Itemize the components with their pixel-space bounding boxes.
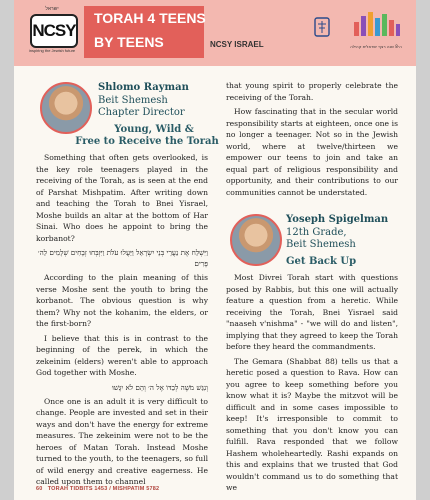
page-header [14, 0, 416, 66]
right-column-text-top [226, 80, 398, 201]
author-name-right: Yoseph Spigelman [286, 214, 389, 225]
page-footer [36, 486, 159, 492]
ncsy-logo [28, 6, 76, 58]
paragraph: Once one is an adult it is very difficult to change. People are invested and set in their ways and don't have the energy for extreme measures. The zekeinim were not to be the heroes of Matan Torah. Instead Moshe turned to the youth, to the teenagers, so full of wild energy and creative eagerness. He called upon them to channel [36, 396, 208, 486]
page-number: 60 [36, 486, 43, 492]
article-headline-left-line1: Young, Wild & [114, 124, 194, 135]
paragraph: that young spirit to properly celebrate the receiving of the Torah. [226, 81, 398, 102]
publication-name: TORAH TIDBITS 1453 [47, 486, 108, 492]
footer-separator: / [109, 486, 111, 492]
section-title-box [84, 6, 204, 58]
hebrew-verse: וְנִגַּשׁ מֹשֶׁה לְבַדּוֹ אֶל ה׳ וְהֵם לֹא יִגָּשׁוּ [111, 382, 208, 392]
author-role-right-line2: Beit Shemesh [286, 239, 356, 250]
logo-tagline: inspiring the Jewish future [28, 48, 76, 53]
magazine-page [14, 0, 416, 500]
section-title-line2: BY TEENS [94, 34, 164, 50]
author-avatar-yoseph [230, 214, 282, 266]
paragraph: The Gemara (Shabbat 88) tells us that a heretic posed a question to Rava. How can you agree to keep something before you know what it is? Maybe the mitzvot will be difficult and in some cases impossible to keep! It's irresponsible to commit to something that you don't know you can fulfill. Rava responded that we follow Hashem wholeheartedly. Rashi expands on this and explains that we trusted that God wouldn't command us to do something that we [226, 356, 398, 492]
partner-logo-text: ה-8 שנה רצף ישראלית קהילה [350, 44, 402, 49]
left-column-text [36, 152, 208, 491]
article-headline-right: Get Back Up [286, 256, 357, 267]
hebrew-verse: וַיִּשְׁלַח אֶת נַעֲרֵי בְּנֵי יִשְׂרָאֵל וַיַּעֲלוּ עֹלֹת וַיִּזְבְּחוּ זְבָחִים שְׁלָמִים לַה׳ פָּרִים [37, 248, 208, 268]
article-headline-left-line2: Free to Receive the Torah [75, 136, 219, 147]
paragraph: Something that often gets overlooked, is the key role teenagers played in the receiving of the Torah, as is seen at the end of Parshat Mishpatim. After writing down and teaching the Torah to Bnei Yisrael, Moshe builds an altar at the bottom of Har Sinai. Who does he appoint to bring the korbanot? [36, 153, 208, 243]
ncsy-israel-label: NCSY ISRAEL [210, 40, 264, 49]
logo-wordmark: NCSY [30, 14, 78, 48]
section-title-line1: TORAH 4 TEENS [94, 10, 206, 26]
paragraph: How fascinating that in the secular world responsibility starts at eighteen, once one is no longer a teenager. Not so in the Jewish world, where at twelve/thirteen we empower our teens to join and take an equal part of religious responsibility and opportunity, and their contributions to our communities cannot be understated. [226, 107, 398, 197]
author-name-left: Shlomo Rayman [98, 82, 189, 93]
logo-hebrew-text: ישראל [45, 6, 59, 12]
author-role-left-line1: Beit Shemesh [98, 95, 168, 106]
right-column-text-bottom [226, 272, 398, 497]
state-emblem-icon [312, 16, 332, 40]
author-role-right-line1: 12th Grade, [286, 227, 347, 238]
partner-logo-icon [352, 8, 402, 40]
author-role-left-line2: Chapter Director [98, 107, 185, 118]
parsha-name: MISHPATIM 5782 [112, 486, 160, 492]
paragraph: Most Divrei Torah start with questions posed by Rabbis, but this one will actually feature a question from a heretic. While receiving the Torah, Bnei Yisrael said "naaseh v'nishma" - "we will do and listen", implying that they agreed to keep the Torah before they heard the commandments. [226, 273, 398, 351]
paragraph: According to the plain meaning of this verse Moshe sent the youth to bring the korbanot. The obvious question is why them? Why not the kohanim, the elders, or the first-born? [36, 273, 208, 328]
paragraph: I believe that this is in contrast to the beginning of the perek, in which the zekeinim (elders) weren't able to approach God together with Moshe. [36, 333, 208, 377]
